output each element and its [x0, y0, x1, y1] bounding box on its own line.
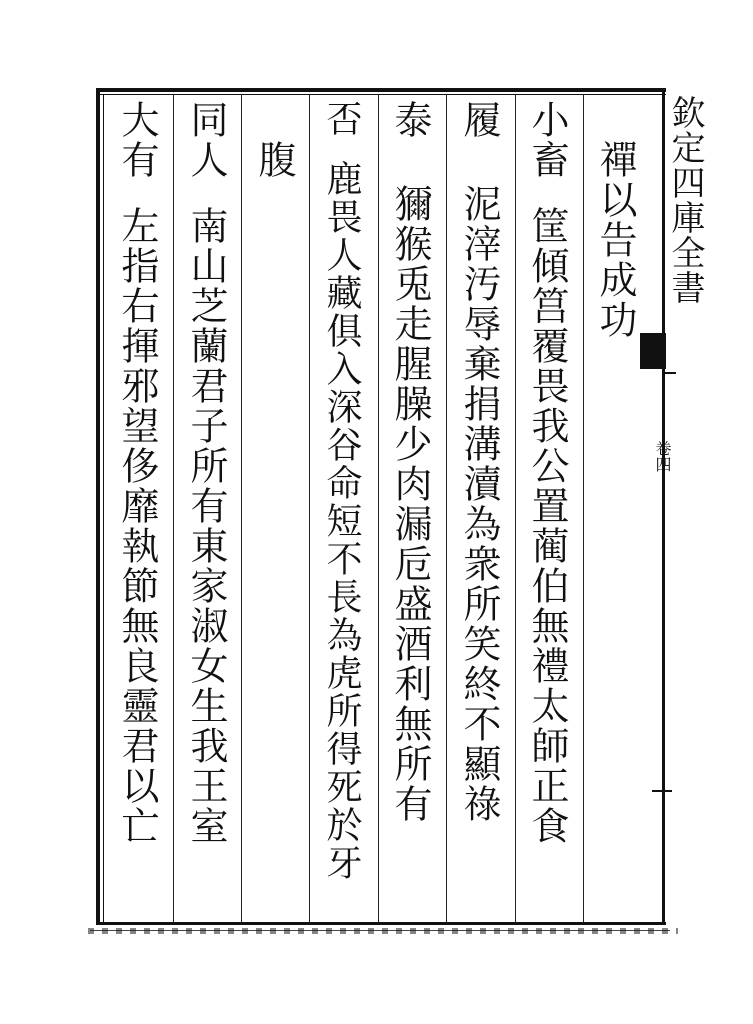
hexagram-name: 泰: [388, 100, 432, 140]
frame-border-left: [96, 88, 100, 925]
column-text: 筐傾筥覆畏我公置蔺伯無禮太師正食: [525, 206, 569, 846]
column-rule: [309, 94, 310, 922]
column-rule: [583, 94, 584, 922]
column-text: 鹿畏人藏俱入深谷命短不長為虎所得死於牙: [321, 160, 362, 882]
margin-volume-number: 卷四: [653, 440, 672, 472]
frame-border-left-inner: [103, 94, 104, 922]
hexagram-name: 同人: [184, 100, 228, 180]
text-column-6: [252, 140, 296, 180]
text-column-2: [525, 100, 569, 846]
hexagram-name: 小畜: [525, 100, 569, 180]
frame-border-top: [96, 88, 666, 92]
column-text: 獮猴兎走腥臊少肉漏卮盛酒利無所有: [388, 184, 432, 824]
column-text: 左指右揮邪望侈靡執節無良靈君以亡: [115, 206, 159, 846]
text-column-3: [457, 100, 501, 824]
hexagram-name: 腹: [252, 140, 296, 180]
column-text: 南山芝蘭君子所有東家淑女生我王室: [184, 206, 228, 846]
hexagram-name: 否: [321, 100, 362, 138]
frame-border-top-inner: [96, 94, 666, 95]
text-column-4: [388, 100, 432, 824]
hexagram-name: 大有: [115, 100, 159, 180]
text-column-7: [184, 100, 228, 846]
column-text: 禪以告成功: [593, 140, 637, 340]
column-rule: [515, 94, 516, 922]
frame-border-bottom: [96, 922, 666, 925]
scan-edge-noise: [88, 928, 678, 934]
text-column-5: [321, 100, 362, 882]
column-rule: [446, 94, 447, 922]
fish-tail-mark: [640, 333, 666, 369]
column-text: 泥滓汚辱棄捐溝瀆為衆所笑終不顯祿: [457, 184, 501, 824]
hexagram-name: 履: [457, 100, 501, 140]
text-column-1: [593, 140, 637, 340]
margin-book-title: 欽定四庫全書: [665, 95, 705, 305]
column-rule: [173, 94, 174, 922]
column-rule: [378, 94, 379, 922]
margin-tick: [652, 790, 672, 792]
text-column-8: [115, 100, 159, 846]
fish-tail-line: [662, 372, 676, 374]
column-rule: [241, 94, 242, 922]
